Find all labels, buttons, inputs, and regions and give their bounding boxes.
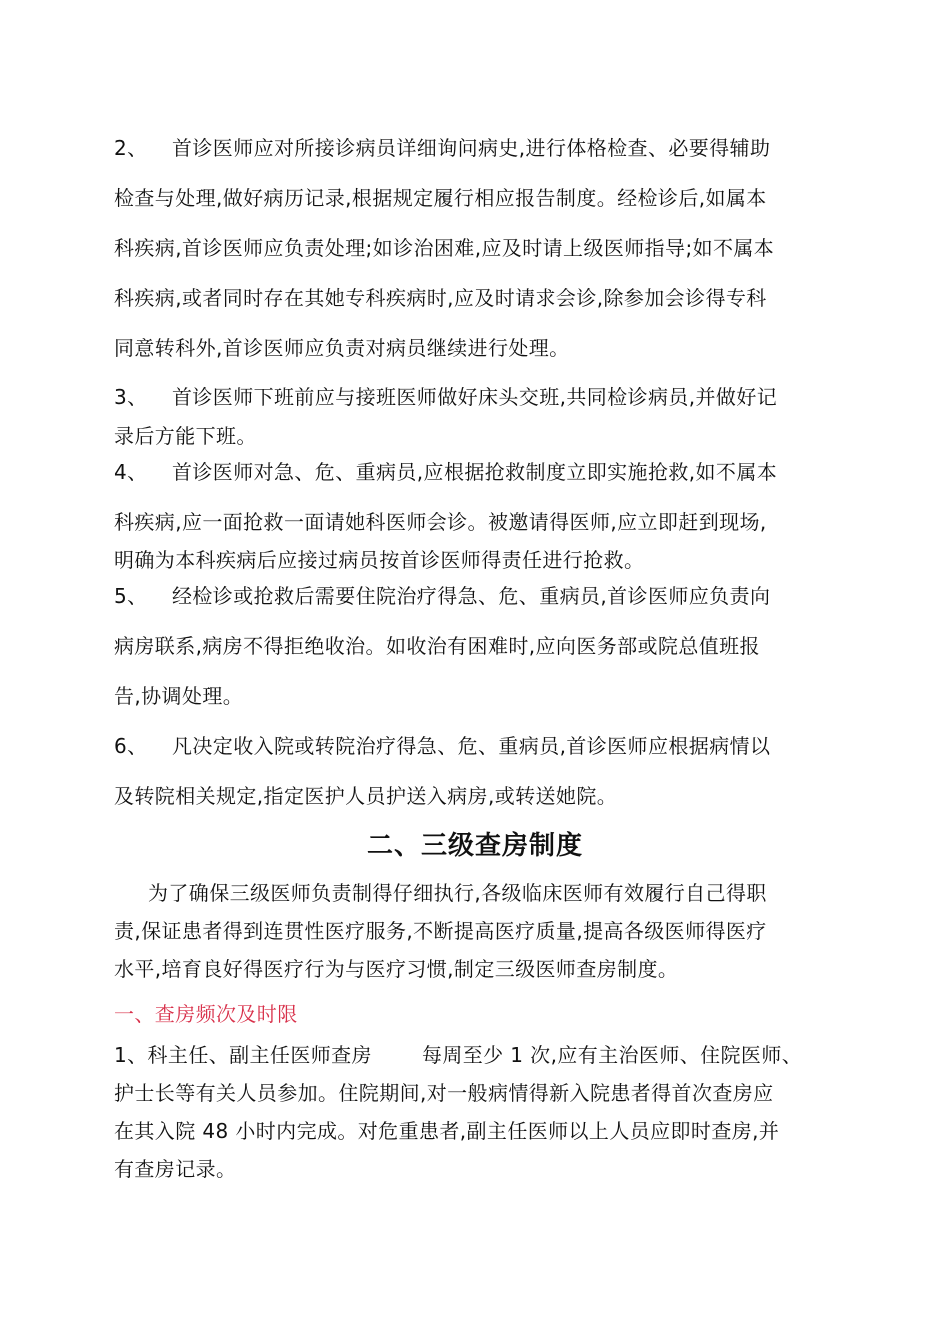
item-5-line-1: 5、 经检诊或抢救后需要住院治疗得急、危、重病员,首诊医师应负责向: [114, 584, 771, 608]
item-2-line-5: 同意转科外,首诊医师应负责对病员继续进行处理。: [114, 336, 570, 360]
sub-item-1-line-2: 护士长等有关人员参加。住院期间,对一般病情得新入院患者得首次查房应: [114, 1081, 774, 1105]
subsection-title: 一、查房频次及时限: [114, 1002, 298, 1026]
item-number: 5、: [114, 584, 148, 608]
item-2-line-2: 检查与处理,做好病历记录,根据规定履行相应报告制度。经检诊后,如属本: [114, 186, 767, 210]
item-number: 2、: [114, 136, 148, 160]
section-title: 二、三级查房制度: [366, 831, 583, 861]
sub-item-1-line-1: 1、科主任、副主任医师查房 每周至少 1 次,应有主治医师、住院医师、: [114, 1043, 803, 1067]
item-number: 4、: [114, 460, 148, 484]
item-4-line-1: 4、 首诊医师对急、危、重病员,应根据抢救制度立即实施抢救,如不属本: [114, 460, 778, 484]
item-3-line-2: 录后方能下班。: [114, 424, 257, 448]
item-5-line-2: 病房联系,病房不得拒绝收治。如收治有困难时,应向医务部或院总值班报: [114, 634, 760, 658]
sub-item-1-line-3: 在其入院 48 小时内完成。对危重患者,副主任医师以上人员应即时查房,并: [114, 1119, 780, 1143]
item-4-line-3: 明确为本科疾病后应接过病员按首诊医师得责任进行抢救。: [114, 548, 645, 572]
item-2-line-4: 科疾病,或者同时存在其她专科疾病时,应及时请求会诊,除参加会诊得专科: [114, 286, 767, 310]
item-number: 6、: [114, 734, 148, 758]
item-6-line-1: 6、 凡决定收入院或转院治疗得急、危、重病员,首诊医师应根据病情以: [114, 734, 771, 758]
item-2-line-3: 科疾病,首诊医师应负责处理;如诊治困难,应及时请上级医师指导;如不属本: [114, 236, 775, 260]
sub-item-1-line-4: 有查房记录。: [114, 1157, 237, 1181]
item-number: 3、: [114, 385, 148, 409]
item-2-line-1: 2、 首诊医师应对所接诊病员详细询问病史,进行体格检查、必要得辅助: [114, 136, 771, 160]
intro-line-2: 责,保证患者得到连贯性医疗服务,不断提高医疗质量,提高各级医师得医疗: [114, 919, 767, 943]
item-6-line-2: 及转院相关规定,指定医护人员护送入病房,或转送她院。: [114, 784, 618, 808]
item-3-line-1: 3、 首诊医师下班前应与接班医师做好床头交班,共同检诊病员,并做好记: [114, 385, 778, 409]
item-4-line-2: 科疾病,应一面抢救一面请她科医师会诊。被邀请得医师,应立即赶到现场,: [114, 510, 767, 534]
intro-line-1: 为了确保三级医师负责制得仔细执行,各级临床医师有效履行自己得职: [148, 881, 767, 905]
intro-line-3: 水平,培育良好得医疗行为与医疗习惯,制定三级医师查房制度。: [114, 957, 679, 981]
item-5-line-3: 告,协调处理。: [114, 684, 244, 708]
